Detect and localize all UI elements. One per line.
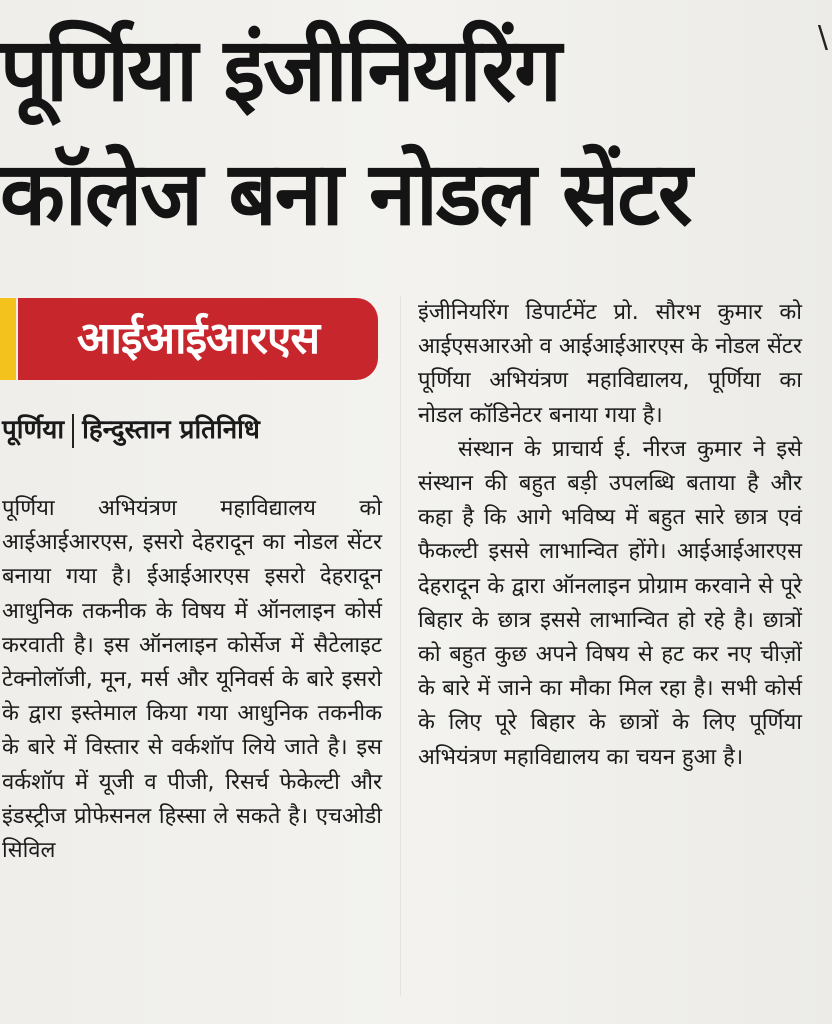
article-column-right bbox=[418, 296, 802, 775]
kicker-accent-bar bbox=[0, 298, 16, 380]
corner-mark: \ bbox=[817, 20, 828, 55]
article-paragraph: इंजीनियरिंग डिपार्टमेंट प्रो. सौरभ कुमार को आईएसआरओ व आईआईआरएस के नोडल सेंटर पूर्णिया अभियंत्रण महाविद्यालय, पूर्णिया का नोडल कॉडिनेटर बनाया गया है। bbox=[418, 300, 802, 428]
headline-line-1: पूर्णिया इंजीनियरिंग bbox=[0, 18, 560, 121]
byline-separator bbox=[72, 414, 74, 448]
kicker-label: आईआईआरएस bbox=[18, 298, 378, 380]
article-paragraph: पूर्णिया अभियंत्रण महाविद्यालय को आईआईआरएस, इसरो देहरादून का नोडल सेंटर बनाया गया है। ईआईआरएस इसरो देहरादून आधुनिक तकनीक के विषय में ऑनलाइन कोर्स करवाती है। इस ऑनलाइन कोर्सेज में सैटेलाइट टेक्नोलॉजी, मून, मर्स और यूनिवर्स के बारे इसरो के द्वारा इस्तेमाल किया गया आधुनिक तकनीक के बारे में विस्तार से वर्कशॉप लिये जाते है। इस वर्कशॉप में यूजी व पीजी, रिसर्च फेकेल्टी और इंडस्ट्रीज प्रोफेसनल हिस्सा ले सकते है। एचओडी सिविल bbox=[2, 496, 382, 864]
byline bbox=[2, 406, 260, 454]
byline-place: पूर्णिया bbox=[2, 415, 65, 445]
headline-line-2: कॉलेज बना नोडल सेंटर bbox=[0, 142, 691, 245]
article-paragraph: संस्थान के प्राचार्य ई. नीरज कुमार ने इसे संस्थान की बहुत बड़ी उपलब्धि बताया है और कहा है कि आगे भविष्य में बहुत सारे छात्र एवं फैकल्टी इससे लाभान्वित होंगे। आईआईआरएस देहरादून के द्वारा ऑनलाइन प्रोग्राम करवाने से पूरे बिहार के छात्र इससे लाभान्वित हो रहे है। छात्रों को बहुत कुछ अपने विषय से हट कर नए चीज़ों के बारे में जाने का मौका मिल रहा है। सभी कोर्स के लिए पूरे बिहार के छात्रों के लिए पूर्णिया अभियंत्रण महाविद्यालय का चयन हुआ है। bbox=[418, 436, 802, 770]
byline-source: हिन्दुस्तान प्रतिनिधि bbox=[82, 415, 260, 445]
column-divider bbox=[400, 296, 401, 996]
article-column-left bbox=[2, 492, 382, 868]
